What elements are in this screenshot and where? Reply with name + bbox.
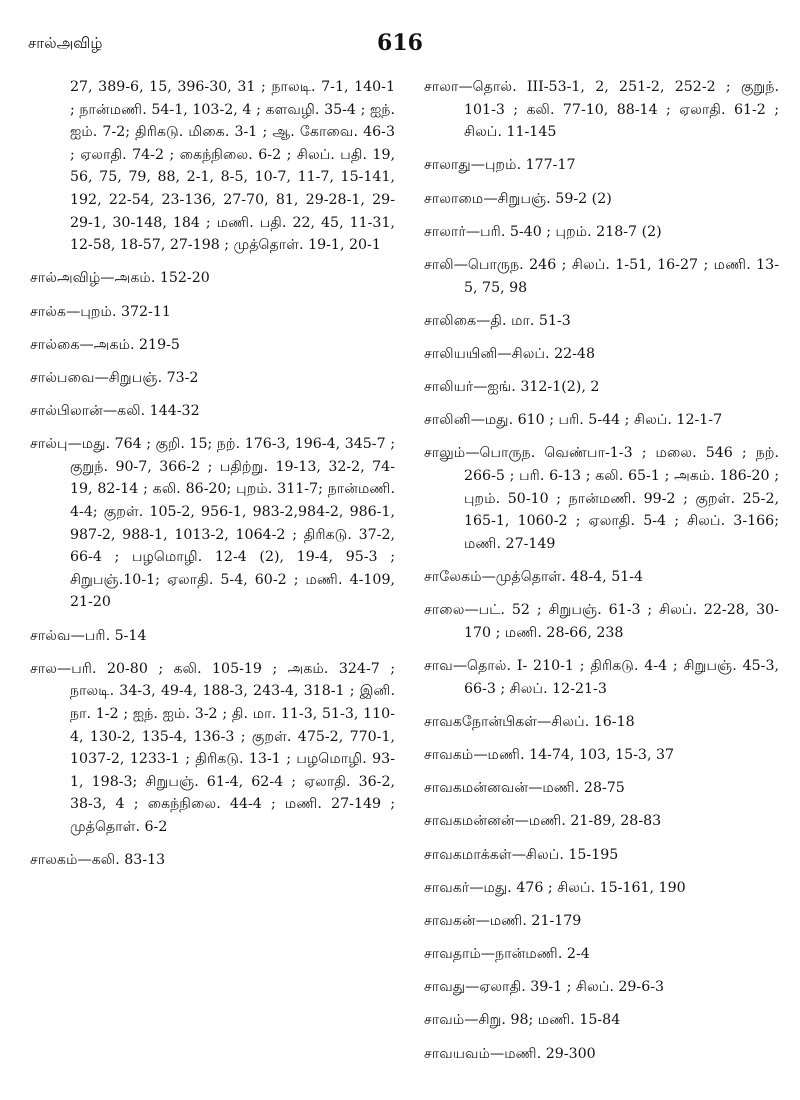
entry-headword: சாவகன் [424,912,476,929]
entry-headword: சாவ [424,658,453,674]
index-entry [424,777,779,800]
entry-refs: —கலி. 83-13 [77,852,166,869]
entry-refs: —சிறுபஞ். 73-2 [94,369,199,386]
entry-refs: —சிலப். 15-195 [511,846,619,863]
index-entry [424,310,779,333]
entry-headword: சாவகர் [424,879,470,896]
entry-headword: சால [30,660,58,677]
index-entry [30,301,395,324]
entry-refs: —மணி. 21-179 [475,912,582,929]
entry-refs: —சிறுபஞ். 59-2 (2) [483,190,612,207]
entry-headword: சாலார் [424,223,466,240]
index-entry [424,409,779,432]
entry-refs: —புறம். 177-17 [470,157,576,174]
entry-refs: —மணி. 28-75 [528,780,625,797]
entry-headword: சால்கை [30,336,80,353]
entry-refs: —முத்தொள். 48-4, 51-4 [481,569,644,586]
entry-headword: சாலாது [424,157,471,174]
entry-refs: —சிறு. 98; மணி. 15-84 [464,1012,621,1029]
index-entry [424,376,779,399]
entry-refs: —மணி. 14-74, 103, 15-3, 37 [473,746,675,763]
entry-headword: சால்பிலான் [30,403,103,420]
entry-headword: சால்அவிழ் [30,270,101,287]
index-entry [424,976,779,999]
entry-refs: —ஏலாதி. 39-1 ; சிலப். 29-6-3 [465,979,665,996]
index-entry [424,76,779,144]
left-column [30,76,395,882]
entry-headword: சால்க [30,303,67,320]
index-entry [424,1043,779,1066]
index-entry [424,221,779,244]
index-entry [424,343,779,366]
entry-refs: 27, 389-6, 15, 396-30, 31 ; நாலடி. 7-1, 140-1 ; நான்மணி. 54-1, 103-2, 4 ; களவழி. 35-4 ; ஐந். ஐம். 7-2; திரிகடு. மிகை. 3-1 ; ஆ. கோவை. 46-3 ; ஏலாதி. 74-2 ; கைந்நிலை. 6-2 ; சிலப். பதி. 19, 56, 75, 79, 88, 2-1, 8-5, 10-7, 11-7, 15-141, 192, 22-54, 23-136, 27-70, 81, 29-28-1, 29-29-1, 30-148, 184 ; மணி. பதி. 22, 45, 11-31, 12-58, 18-57, 27-198 ; முத்தொள். 19-1, 20-1 [70,79,395,254]
index-entry [424,566,779,589]
index-entry [30,334,395,357]
entry-headword: சாலியயினி [424,345,498,362]
index-entry [30,658,395,839]
index-entry [424,254,779,299]
entry-headword: சாலை [424,602,465,619]
index-entry [424,910,779,933]
entry-refs: —பரி. 5-14 [70,627,147,644]
index-entry [424,188,779,211]
index-entry [424,877,779,900]
entry-refs: —மது. 476 ; சிலப். 15-161, 190 [469,879,686,896]
index-entry [424,599,779,644]
entry-headword: சாவகமன்னன் [424,813,515,830]
entry-headword: சால்பவை [30,369,95,386]
entry-headword: சாவது [424,979,466,996]
running-head: சால்அவிழ் [28,34,103,52]
index-entry [30,367,395,390]
entry-headword: சாலா [424,79,459,95]
index-entry [424,711,779,734]
index-entry [424,744,779,767]
entry-refs: —மது. 610 ; பரி. 5-44 ; சிலப். 12-1-7 [470,412,723,429]
entry-refs: —சிலப். 16-18 [537,713,635,730]
entry-headword: சாவகநோன்பிகள் [424,713,538,730]
entry-headword: சாலியர் [424,379,474,396]
index-entry [424,844,779,867]
entry-refs: —பட். 52 ; சிறுபஞ். 61-3 ; சிலப். 22-28, 30-170 ; மணி. 28-66, 238 [464,602,779,641]
entry-refs: —மது. 764 ; குறி. 15; நற். 176-3, 196-4, 345-7 ; குறுந். 90-7, 366-2 ; பதிற்று. 19-13, 32-2, 74-19, 82-14 ; கலி. 86-20; புறம். 311-7; நான்மணி. 4-4; குறள். 105-2, 956-1, 983-2,984-2, 986-1, 987-2, 988-1, 1013-2, 1064-2 ; திரிகடு. 37-2, 66-4 ; பழமொழி. 12-4 (2), 19-4, 95-3 ; சிறுபஞ்.10-1; ஏலாதி. 5-4, 60-2 ; மணி. 4-109, 21-20 [67,436,395,611]
entry-headword: சாவம் [424,1012,465,1029]
index-entry [30,625,395,648]
index-entry [424,1009,779,1032]
entry-headword: சாவதாம் [424,946,481,963]
entry-refs: —தொல். I- 210-1 ; திரிகடு. 4-4 ; சிறுபஞ். 45-3, 66-3 ; சிலப். 12-21-3 [452,658,779,697]
entry-refs: —பரி. 20-80 ; கலி. 105-19 ; அகம். 324-7 ; நாலடி. 34-3, 49-4, 188-3, 243-4, 318-1 ; இனி. நா. 1-2 ; ஐந். ஐம். 3-2 ; தி. மா. 11-3, 51-3, 110-4, 130-2, 135-4, 136-3 ; குறள். 475-2, 770-1, 1037-2, 1233-1 ; திரிகடு. 13-1 ; பழமொழி. 93-1, 198-3; சிறுபஞ். 61-4, 62-4 ; ஏலாதி. 36-2, 38-3, 4 ; கைந்நிலை. 44-4 ; மணி. 27-149 ; முத்தொள். 6-2 [57,660,395,835]
entry-refs: —தொல். III-53-1, 2, 251-2, 252-2 ; குறுந். 101-3 ; கலி. 77-10, 88-14 ; ஏலாதி. 61-2 ; சிலப். 11-145 [458,79,779,141]
index-entry [424,154,779,177]
index-entry-continued [30,76,395,257]
right-column [424,76,779,1076]
entry-headword: சாவகமாக்கள் [424,846,512,863]
entry-headword: சாவயவம் [424,1045,491,1062]
index-entry [424,943,779,966]
entry-headword: சாவகமன்னவன் [424,780,529,797]
entry-refs: —பொருந. 246 ; சிலப். 1-51, 16-27 ; மணி. 13-5, 75, 98 [453,256,779,296]
index-entry [424,655,779,700]
entry-refs: —நான்மணி. 2-4 [480,946,590,963]
entry-refs: —ஐங். 312-1(2), 2 [473,379,600,396]
entry-headword: சால்பு [30,436,68,453]
entry-refs: —பொருந. வெண்பா-1-3 ; மலை. 546 ; நற். 266-5 ; பரி. 6-13 ; கலி. 65-1 ; அகம். 186-20 ; புறம். 50-10 ; நான்மணி. 99-2 ; குறள். 25-2, 165-1, 1060-2 ; ஏலாதி. 5-4 ; சிலப். 3-166; மணி. 27-149 [464,445,779,552]
index-entry [30,849,395,872]
entry-headword: சாலாமை [424,190,484,207]
page-number: 616 [377,30,423,56]
entry-refs: —கலி. 144-32 [102,403,200,420]
entry-refs: —மணி. 29-300 [490,1045,596,1062]
page-header [28,30,772,64]
entry-headword: சாலிகை [424,312,477,329]
entry-refs: —அகம். 219-5 [79,336,180,353]
entry-headword: சால்வ [30,627,71,644]
entry-refs: —தி. மா. 51-3 [476,312,571,329]
entry-headword: சாவகம் [424,746,474,763]
entry-refs: —சிலப். 22-48 [497,345,595,362]
entry-refs: —அகம். 152-20 [100,270,210,287]
index-entry [424,442,779,555]
entry-headword: சாலும் [424,445,466,462]
index-entry [30,400,395,423]
entry-headword: சாலகம் [30,852,78,869]
index-entry [30,433,395,614]
index-entry [30,267,395,290]
entry-refs: —புறம். 372-11 [66,303,171,320]
entry-headword: சாலி [424,256,454,273]
entry-refs: —பரி. 5-40 ; புறம். 218-7 (2) [465,223,662,240]
entry-headword: சாலினி [424,412,471,429]
entry-headword: சாலேகம் [424,569,482,586]
index-entry [424,810,779,833]
entry-refs: —மணி. 21-89, 28-83 [514,813,662,830]
